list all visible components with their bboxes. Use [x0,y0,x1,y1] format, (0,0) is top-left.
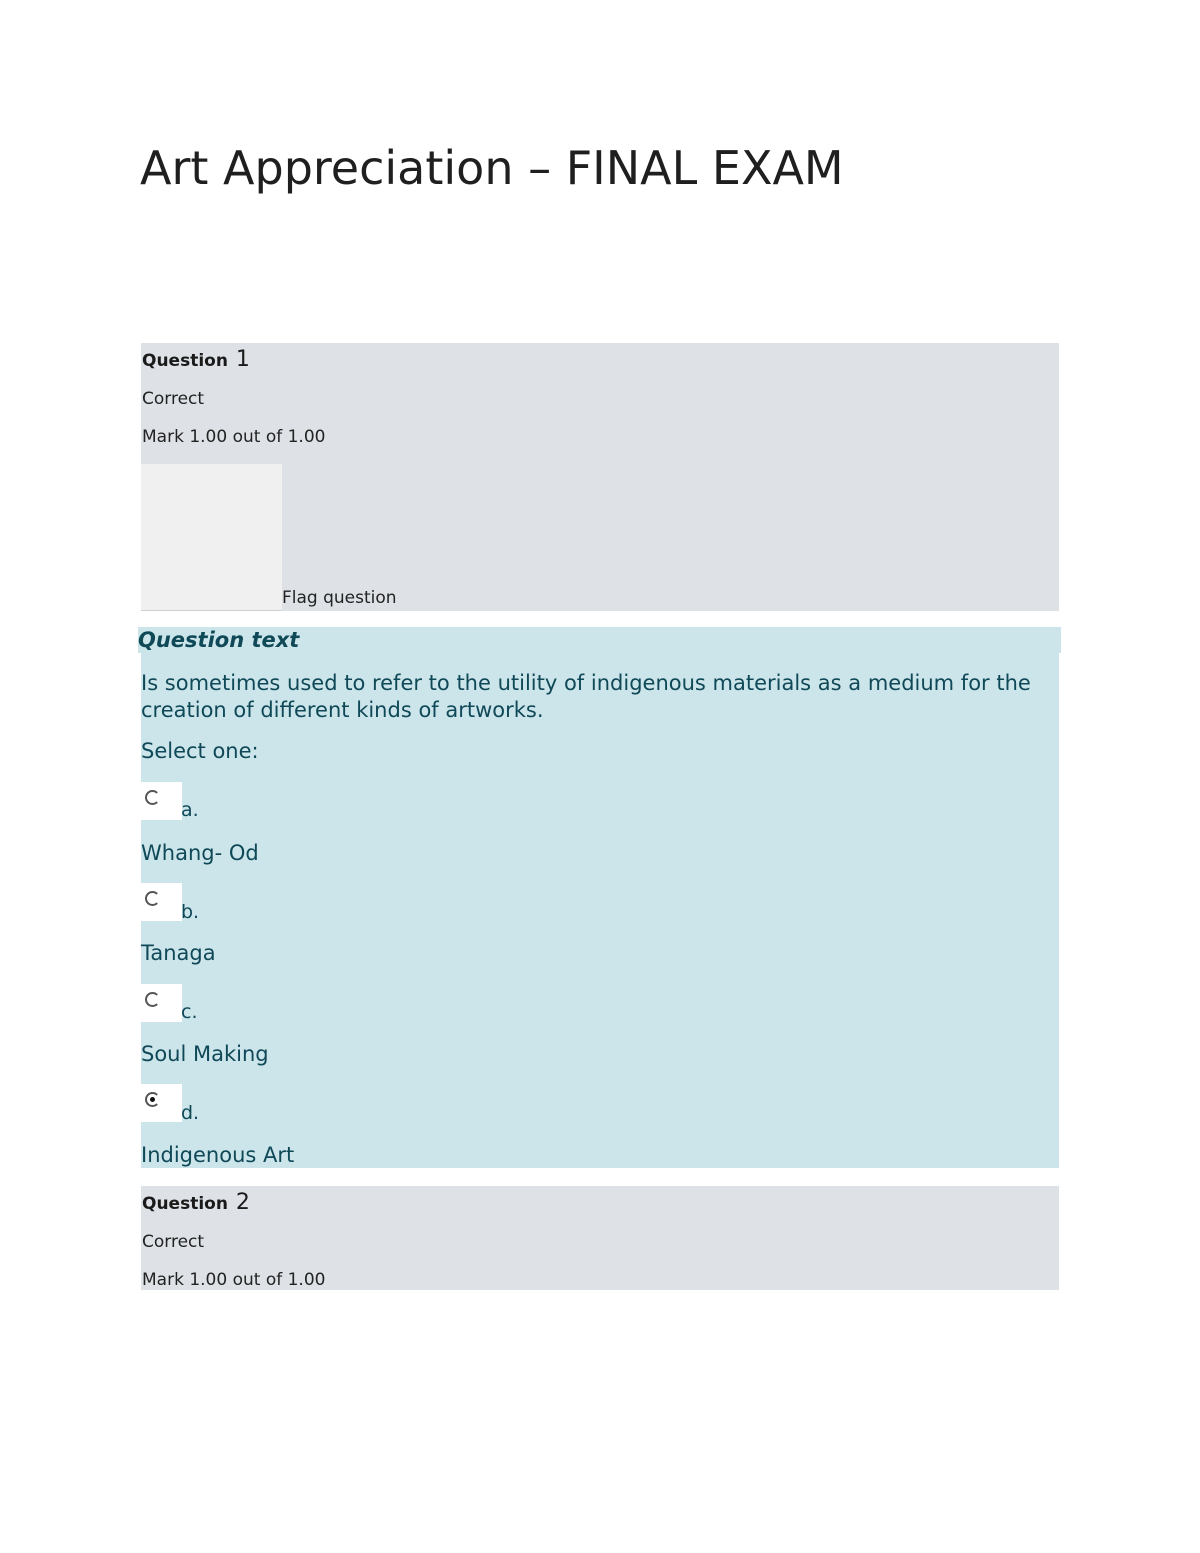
option-d-letter: d. [181,1102,200,1124]
radio-icon [145,891,160,906]
question-number: 2 [235,1190,250,1215]
question-2-grade: Mark 1.00 out of 1.00 [142,1270,326,1290]
radio-checked-icon [145,1092,160,1107]
option-b-radio[interactable] [141,883,182,921]
question-1-state: Correct [142,389,205,409]
option-d-text[interactable]: Indigenous Art [141,1143,295,1167]
question-2-heading [142,1190,250,1215]
flag-question-link[interactable]: Flag question [282,588,397,608]
select-one-prompt: Select one: [141,739,259,763]
question-label: Question [142,351,228,371]
question-2-info [141,1186,1059,1290]
flag-icon[interactable] [141,464,282,611]
option-c-radio[interactable] [141,984,182,1022]
question-2-state: Correct [142,1232,205,1252]
question-1-info [141,343,1059,611]
page-title: Art Appreciation – FINAL EXAM [140,141,844,195]
option-d-radio[interactable] [141,1084,182,1122]
option-a-letter: a. [181,799,199,821]
question-1-heading [142,347,250,372]
radio-icon [145,790,160,805]
question-number: 1 [235,347,250,372]
option-a-text[interactable]: Whang- Od [141,841,259,865]
question-text-heading: Question text [138,628,300,652]
option-a-radio[interactable] [141,782,182,820]
option-c-text[interactable]: Soul Making [141,1042,269,1066]
question-1-text: Is sometimes used to refer to the utility of indigenous materials as a medium for the creation of different kinds of artworks. [141,671,1031,722]
option-c-letter: c. [181,1001,198,1023]
radio-icon [145,992,160,1007]
option-b-letter: b. [181,901,200,923]
question-1-grade: Mark 1.00 out of 1.00 [142,427,326,447]
option-b-text[interactable]: Tanaga [141,941,216,965]
question-label: Question [142,1194,228,1214]
